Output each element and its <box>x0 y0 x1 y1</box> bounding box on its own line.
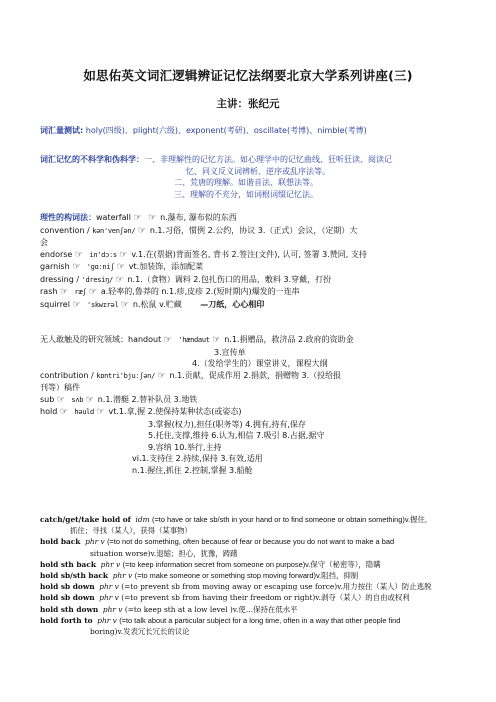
pointing-hand-icon: ☞ <box>59 287 69 297</box>
entry-code: ræʃ <box>74 288 87 296</box>
phrase-item <box>40 514 456 536</box>
memory-problem-1-cont: 忆、同义反义词辨析、逆序或乱序法等。 <box>186 166 330 176</box>
phrase-head: hold sth down <box>40 604 99 614</box>
entry-word: rash <box>40 287 58 296</box>
rational-label: 理性的构词法： <box>40 213 96 222</box>
phrase-item <box>40 581 456 592</box>
hold-code: həuld <box>74 408 94 416</box>
pointing-hand-icon: ☞ <box>157 370 166 381</box>
entry-word: convention / <box>40 225 90 235</box>
entry-def: v.1.在(票据)背面签名, 背书 2.签注(文件), 认可, 签署 3.赞同, 支持 <box>131 249 367 259</box>
hold-def: 5.托住,支撑,维持 6.认为,相信 7.吸引 8.占据,据守 <box>148 431 325 440</box>
contribution-code: kɒntri'bjuːʃən/ <box>96 371 155 380</box>
pointing-hand-icon: ☞ <box>116 262 125 272</box>
phrase-head: hold back <box>40 537 81 547</box>
phrase-item <box>40 592 456 603</box>
phrase-pos: phr v <box>100 559 121 569</box>
contribution-def: n.1.贡献，促成作用 2.捐款，捐赠物 3.（投给报 <box>169 370 342 380</box>
entry-code: 'dresiŋ/ <box>81 275 113 284</box>
phrase-body: (=to make someone or something stop moving forward)v.阻挡，抑制 <box>134 571 359 581</box>
sub-word: sub <box>40 394 55 404</box>
phrase-body: (=to keep information secret from someone on purpose)v.保守（秘密等），隐瞒 <box>122 559 381 569</box>
hold-def: vt.1.拿,握 2.使保持某种状态(或姿态) <box>108 407 242 416</box>
phrase-body-cont: boring)v.发表冗长冗长的议论 <box>90 627 190 637</box>
rational-note: —刀纸，心心相印 <box>200 299 265 309</box>
phrase-head: catch/get/take hold of <box>40 515 131 524</box>
phrase-body: (=to talk about a particular subject for a long time, often in a way that other people find <box>119 615 401 625</box>
entry-word: garnish <box>40 262 70 271</box>
phrase-pos: phr v <box>99 593 119 603</box>
entry-def: n.1.习俗，惯例 2.公约，协议 3.（正式）会议，（定期）大 <box>149 225 358 235</box>
vocab-test-line <box>40 125 456 137</box>
pointing-hand-icon: ☞ <box>148 213 157 223</box>
pointing-hand-icon: ☞ <box>88 287 97 297</box>
entry-word: waterfall <box>96 213 131 222</box>
memory-problem-1: 一、非理解性的记忆方法。如心理学中的记忆曲线、狂听狂读、阅读记 <box>144 155 392 164</box>
entry-code: 'gɑːniʃ <box>86 263 115 271</box>
handout-def1: n.1.捐赠品，救济品 2.政府的资助金 <box>224 335 354 344</box>
phrase-list <box>40 514 456 637</box>
pointing-hand-icon: ☞ <box>74 249 83 260</box>
hold-def: vi.1.支持住 2.持续,保持 3.有效,适用 <box>132 454 263 463</box>
phrase-item <box>40 615 456 637</box>
handout-word: handout <box>128 335 162 344</box>
phrase-item <box>40 570 456 581</box>
phrase-body: (=to have or take sb/sth in your hand or to find someone or obtain something)v.握住, <box>152 515 427 524</box>
sub-code: sʌb <box>71 395 84 404</box>
speaker-line: 主讲：张纪元 <box>216 98 280 110</box>
pointing-hand-icon: ☞ <box>212 335 221 345</box>
pointing-hand-icon: ☞ <box>56 394 65 405</box>
phrase-item <box>40 536 456 558</box>
entry-code: 'skwɪrəl <box>87 300 119 309</box>
pointing-hand-icon: ☞ <box>133 213 142 223</box>
hold-def: n.1.握住,抓住 2.控制,掌握 3.船舱 <box>132 465 253 475</box>
pointing-hand-icon: ☞ <box>163 335 172 345</box>
entry-def: vt.加装饰，添加配菜 <box>128 262 204 271</box>
entry-def: n.1.（食物）调料 2.包扎伤口的用品，敷料 3.穿戴，打扮 <box>127 274 332 284</box>
memory-problem-3: 三、理解的不充分，如词根词缀记忆法。 <box>174 189 318 199</box>
phrase-pos: idm <box>135 515 150 524</box>
phrase-head: hold sb down <box>40 582 95 592</box>
phrase-head: hold sth back <box>40 559 96 569</box>
phrase-body-cont: 抓住；寻找（某人），获得（某事物） <box>70 526 192 536</box>
handout-def2: 3.宣传单 <box>214 347 246 357</box>
phrase-pos: phr v <box>99 582 119 592</box>
entry-code: in'dɔːs <box>89 250 117 259</box>
entry-def: n.松鼠 v.贮藏 <box>132 299 182 309</box>
handout-intro: 无人敢触及的研究领域： <box>40 335 128 344</box>
phrase-body: (=to prevent sb from moving away or escaping use force)v.用力按住（某人）防止逃脱 <box>121 582 432 592</box>
entry-def: n.瀑布, 瀑布似的东西 <box>160 213 237 222</box>
pointing-hand-icon: ☞ <box>72 299 81 310</box>
pointing-hand-icon: ☞ <box>119 249 128 260</box>
pointing-hand-icon: ☞ <box>137 225 146 236</box>
phrase-head: hold sb/sth back <box>40 571 108 581</box>
pointing-hand-icon: ☞ <box>120 299 129 310</box>
pointing-hand-icon: ☞ <box>72 262 81 272</box>
phrase-body: (=to not do something, often because of fear or because you do not want to make a bad <box>107 537 395 547</box>
hold-word: hold <box>40 407 58 416</box>
entry-word: endorse <box>40 249 73 259</box>
pointing-hand-icon: ☞ <box>85 394 94 405</box>
memory-problem-2: 二、荒唐的理解。如谐音法、联想法等。 <box>174 178 318 187</box>
rational-section <box>40 212 456 311</box>
pointing-hand-icon: ☞ <box>115 274 124 285</box>
handout-section <box>40 334 456 476</box>
phrase-pos: phr v <box>85 537 105 547</box>
phrase-body: (=to prevent sb from having their freedom or right)v.剥夺（某人）的自由或权利 <box>121 593 410 603</box>
memory-problems <box>40 154 456 200</box>
phrase-body-cont: situation worse)v.退缩；担心，犹豫，踌躇 <box>90 548 238 558</box>
handout-code: 'hændaut <box>178 336 210 344</box>
hold-def: 9.容纳 10.举行,主持 <box>148 442 222 452</box>
phrase-head: hold sb down <box>40 593 95 603</box>
page-title: 如思佑英文词汇逻辑辨证记忆法纲要北京大学系列讲座(三) <box>83 68 413 83</box>
phrase-body: (=to keep sth at a low level )v.使…保持在低水平 <box>124 604 298 614</box>
pointing-hand-icon: ☞ <box>96 407 105 417</box>
entry-def: a.轻率的,鲁莽的 n.1.疹,皮疹 2.(短时期内)爆发的一连串 <box>100 287 300 296</box>
phrase-head: hold forth to <box>40 615 93 625</box>
pointing-hand-icon: ☞ <box>59 407 68 417</box>
handout-def3: 4.（发给学生的）课堂讲义，课程大纲 <box>192 359 328 368</box>
memory-problems-label: 词汇记忆的不科学和伪科学： <box>40 155 144 164</box>
entry-code: kən'venʃən/ <box>92 226 136 235</box>
phrase-item <box>40 604 456 615</box>
phrase-item <box>40 559 456 570</box>
hold-def: 3.掌握(权力),担任(职务等) 4.拥有,持有,保存 <box>148 419 306 429</box>
phrase-pos: phr v <box>97 615 117 625</box>
sub-def: n.1.潜艇 2.替补队员 3.地铁 <box>97 394 198 404</box>
entry-word: dressing / <box>40 274 80 284</box>
contribution-word: contribution / <box>40 370 94 380</box>
phrase-pos: phr v <box>102 604 123 614</box>
entry-def-cont: 会 <box>40 238 48 247</box>
entry-word: squirrel <box>40 299 70 309</box>
vocab-test-label: 词汇量测试: <box>40 126 84 135</box>
contribution-def2: 刊等）稿件 <box>40 383 80 392</box>
vocab-test-words: holy(四级)、plight(六级)、exponent(考研)、oscillate(考博)、nimble(考博) <box>85 126 367 135</box>
phrase-pos: phr v <box>112 571 133 581</box>
